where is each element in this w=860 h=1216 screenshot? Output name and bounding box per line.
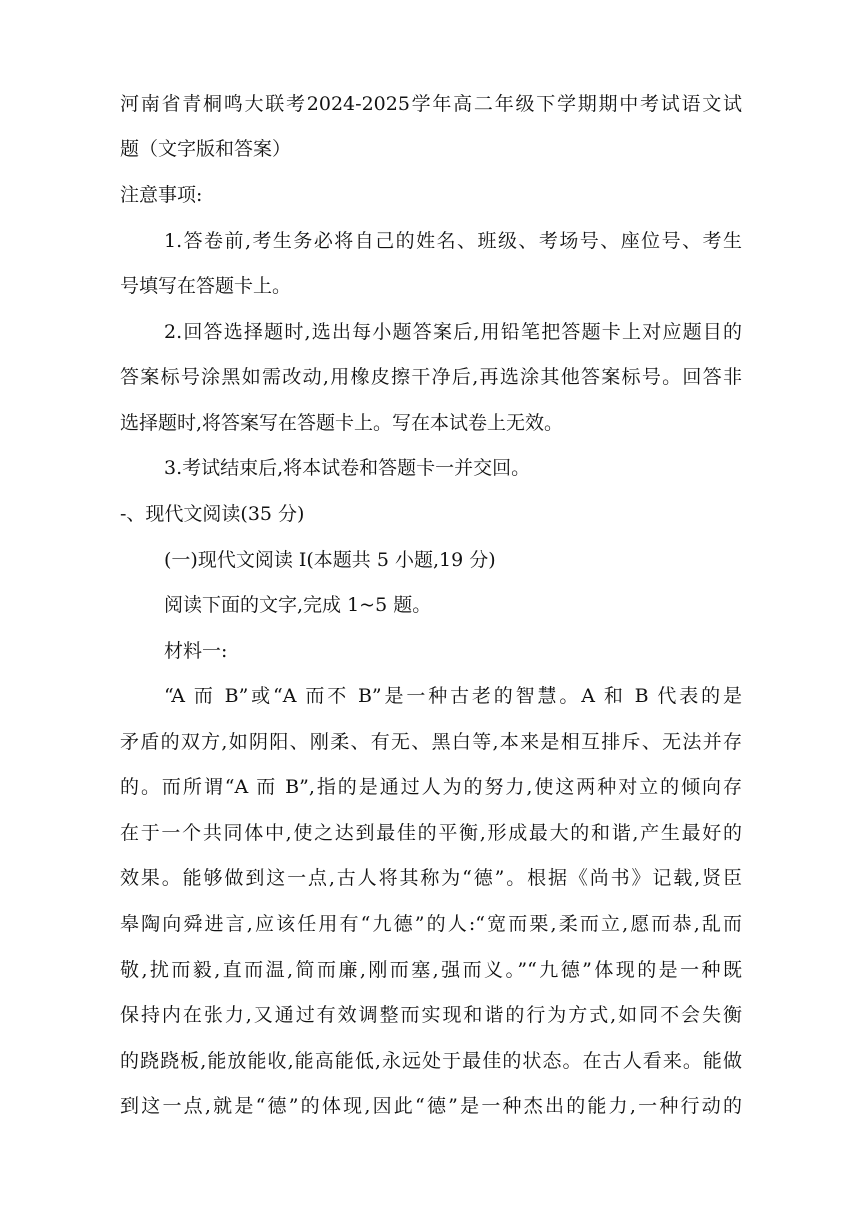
notice-heading: 注意事项: — [120, 184, 203, 206]
passage-line-2: 矛盾的双方,如阴阳、刚柔、有无、黑白等,本来是相互排斥、无法并存 — [120, 731, 742, 753]
instruction-3-line-1: 3.考试结束后,将本试卷和答题卡一并交回。 — [164, 457, 531, 479]
passage-line-5: 效果。能够做到这一点,古人将其称为“德”。根据《尚书》记载,贤臣 — [120, 867, 742, 889]
passage-line-1: “A 而 B”或“A 而不 B”是一种古老的智慧。A 和 B 代表的是 — [164, 685, 742, 707]
passage-line-4: 在于一个共同体中,使之达到最佳的平衡,形成最大的和谐,产生最好的 — [120, 822, 742, 844]
instruction-2-line-2: 答案标号涂黑如需改动,用橡皮擦干净后,再选涂其他答案标号。回答非 — [120, 366, 742, 388]
subsection-heading: (一)现代文阅读 I(本题共 5 小题,19 分) — [164, 549, 496, 571]
passage-line-6: 皋陶向舜进言,应该任用有“九德”的人:“宽而栗,柔而立,愿而恭,乱而 — [120, 913, 742, 935]
document-title-line-1: 河南省青桐鸣大联考2024-2025学年高二年级下学期期中考试语文试 — [120, 93, 742, 115]
document-title-line-2: 题（文字版和答案） — [120, 138, 292, 160]
instruction-1-line-2: 号填写在答题卡上。 — [120, 275, 292, 297]
passage-line-8: 保持内在张力,又通过有效调整而实现和谐的行为方式,如同不会失衡 — [120, 1004, 742, 1026]
passage-line-10: 到这一点,就是“德”的体现,因此“德”是一种杰出的能力,一种行动的 — [120, 1095, 742, 1117]
passage-line-3: 的。而所谓“A 而 B”,指的是通过人为的努力,使这两种对立的倾向存 — [120, 776, 742, 798]
instruction-2-line-3: 选择题时,将答案写在答题卡上。写在本试卷上无效。 — [120, 412, 564, 434]
reading-instruction: 阅读下面的文字,完成 1~5 题。 — [164, 594, 432, 616]
instruction-1-line-1: 1.答卷前,考生务必将自己的姓名、班级、考场号、座位号、考生 — [164, 230, 742, 252]
passage-line-9: 的跷跷板,能放能收,能高能低,永远处于最佳的状态。在古人看来。能做 — [120, 1050, 742, 1072]
section-heading: -、现代文阅读(35 分) — [120, 503, 305, 525]
passage-line-7: 敬,扰而毅,直而温,简而廉,刚而塞,强而义。”“九德”体现的是一种既 — [120, 959, 742, 981]
instruction-2-line-1: 2.回答选择题时,选出每小题答案后,用铅笔把答题卡上对应题目的 — [164, 321, 742, 343]
material-label: 材料一: — [164, 640, 228, 662]
